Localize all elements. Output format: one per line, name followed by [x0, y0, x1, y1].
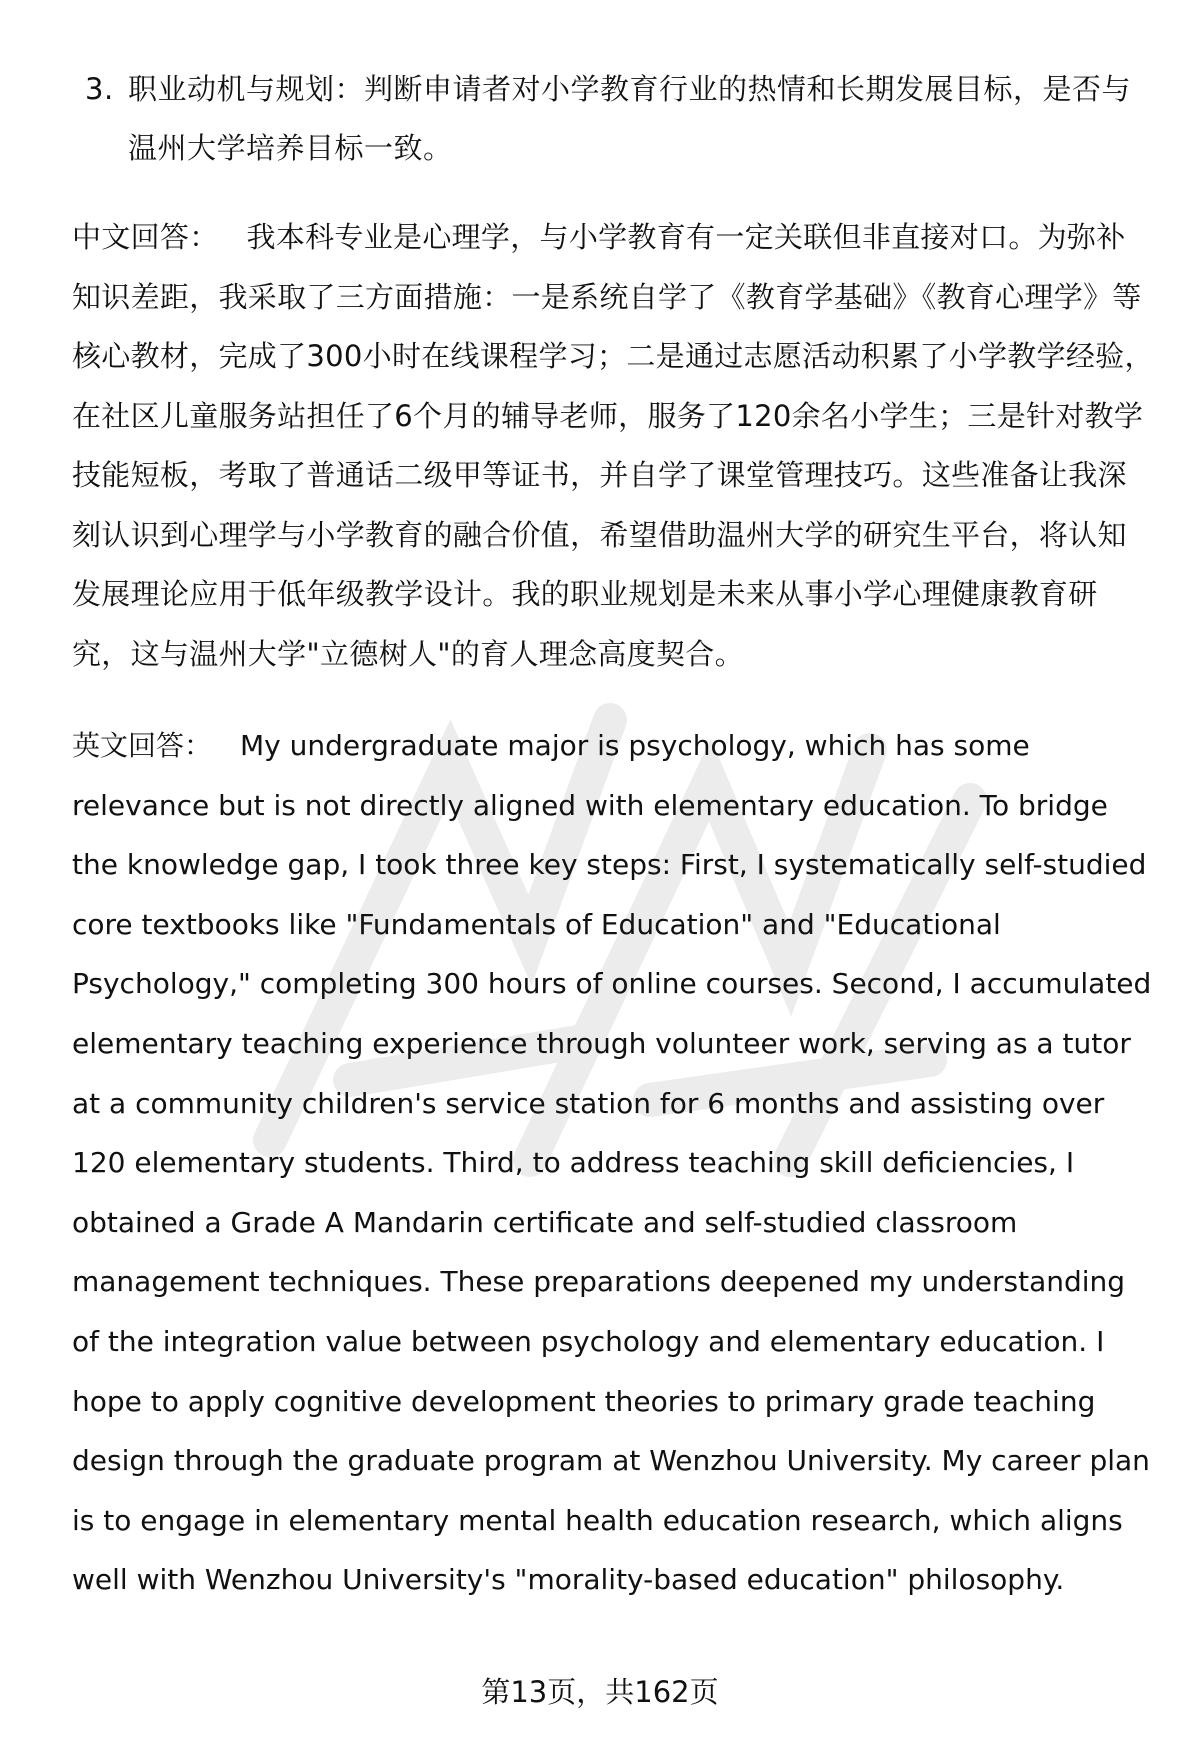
english-answer-label: 英文回答：: [72, 729, 213, 762]
chinese-answer-label: 中文回答：: [72, 220, 219, 254]
english-answer-paragraph: [72, 716, 1154, 1610]
numbered-item: [72, 60, 1154, 178]
chinese-answer-paragraph: [72, 208, 1154, 684]
item-number: 3.: [85, 72, 114, 106]
chinese-answer-text: 我本科专业是心理学，与小学教育有一定关联但非直接对口。为弥补知识差距，我采取了三方面措施：一是系统自学了《教育学基础》《教育心理学》等核心教材，完成了300小时在线课程学习；二是通过志愿活动积累了小学教学经验，在社区儿童服务站担任了6个月的辅导老师，服务了120余名小学生；三是针对教学技能短板，考取了普通话二级甲等证书，并自学了课堂管理技巧。这些准备让我深刻认识到心理学与小学教育的融合价值，希望借助温州大学的研究生平台，将认知发展理论应用于低年级教学设计。我的职业规划是未来从事小学心理健康教育研究，这与温州大学"立德树人"的育人理念高度契合。: [72, 220, 1154, 671]
item-text: 职业动机与规划：判断申请者对小学教育行业的热情和长期发展目标，是否与温州大学培养目标一致。: [128, 72, 1132, 165]
page-indicator: 第13页，共162页: [481, 1675, 719, 1709]
page-footer: [0, 1672, 1200, 1712]
page-content: [72, 60, 1154, 1610]
english-answer-text: My undergraduate major is psychology, which has some relevance but is not directly aligned with elementary education. To bridge the knowledge gap, I took three key steps: First, I systematically self-studied core textbooks like "Fundamentals of Education" and "Educational Psychology," completing 300 hours of online courses. Second, I accumulated elementary teaching experience through volunteer work, serving as a tutor at a community children's service station for 6 months and assisting over 120 elementary students. Third, to address teaching skill deficiencies, I obtained a Grade A Mandarin certificate and self-studied classroom management techniques. These preparations deepened my understanding of the integration value between psychology and elementary education. I hope to apply cognitive development theories to primary grade teaching design through the graduate program at Wenzhou University. My career plan is to engage in elementary mental health education research, which aligns well with Wenzhou University's "morality-based education" philosophy.: [72, 729, 1152, 1597]
